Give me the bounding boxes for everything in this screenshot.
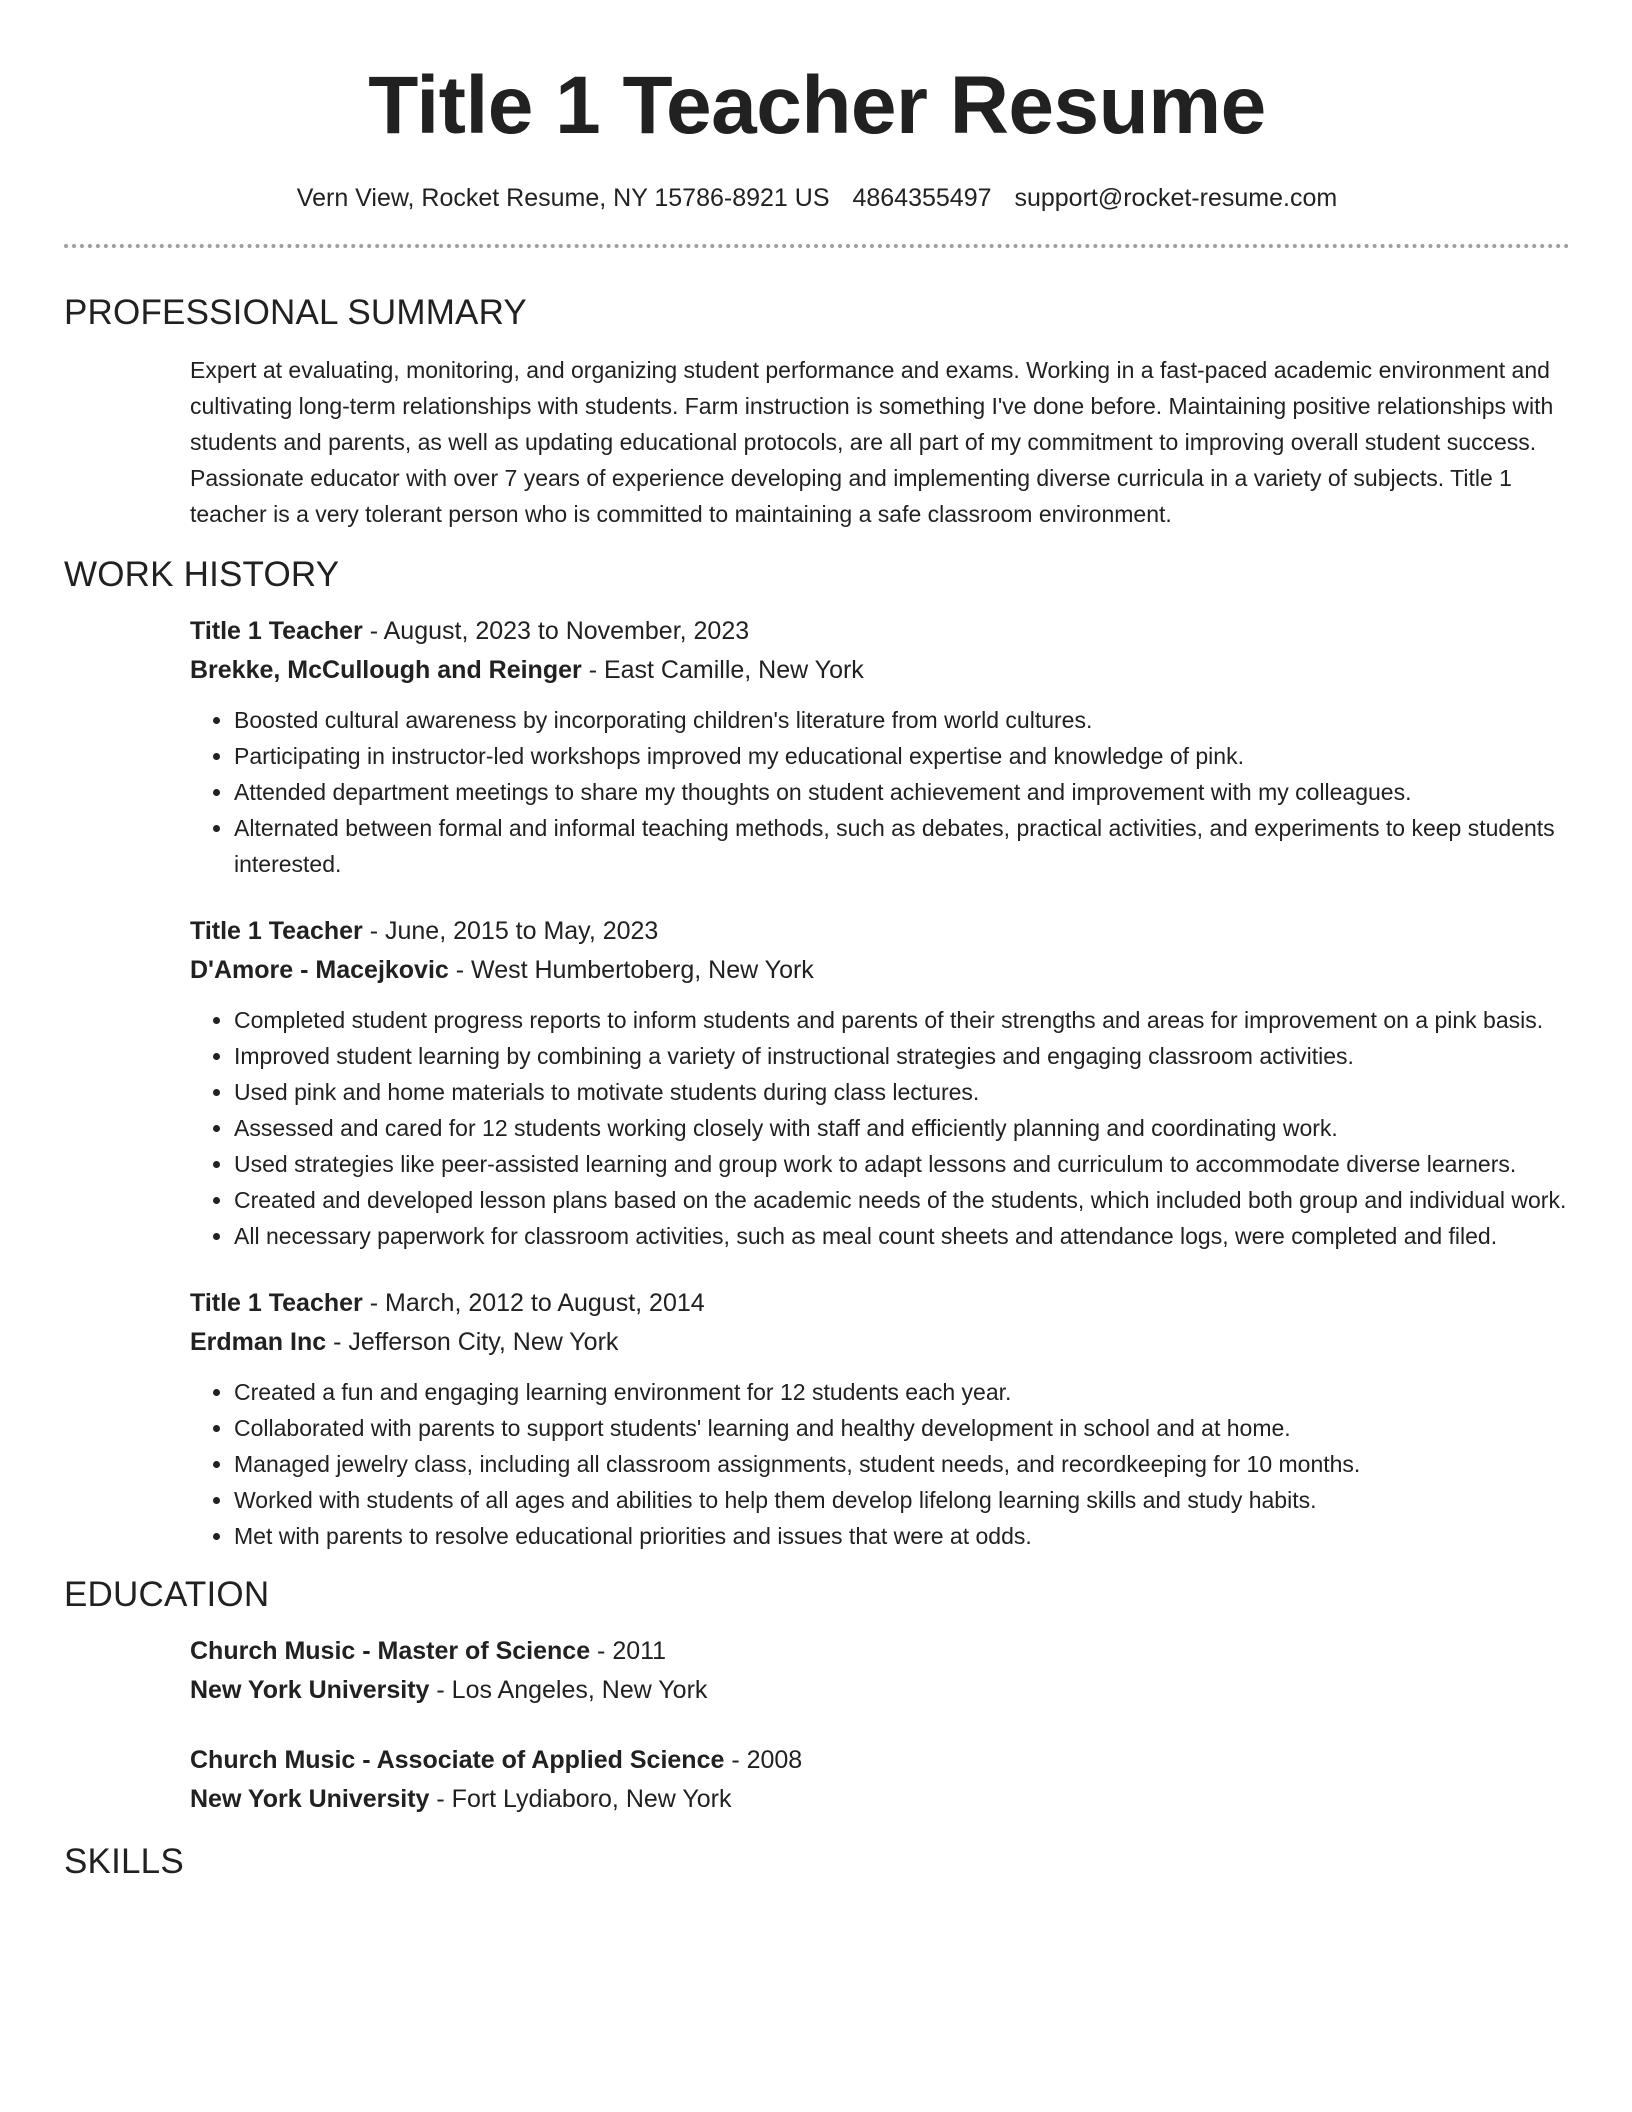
skills-heading: SKILLS <box>64 1842 184 1881</box>
job-location: - West Humbertoberg, New York <box>448 956 814 984</box>
education-school: New York University <box>190 1785 430 1813</box>
job-bullet: • Used pink and home materials to motivate students during class lectures. <box>234 1074 1570 1110</box>
job-bullet: • Completed student progress reports to inform students and parents of their strengths and areas for improvement on a pink basis. <box>234 1002 1570 1038</box>
summary-text: Expert at evaluating, monitoring, and organizing student performance and exams. Working in a fast-paced academic environment and cultivating long-term relationships with students. Farm instruction is something I've done before. Maintaining positive relationships with students and parents, as well as updating educational protocols, are all part of my commitment to improving overall student success. Passionate educator with over 7 years of experience developing and implementing diverse curricula in a variety of subjects. Title 1 teacher is a very tolerant person who is committed to maintaining a safe classroom environment. <box>190 357 1554 527</box>
education-school-line <box>190 1780 1570 1819</box>
job-bullet: • Created and developed lesson plans based on the academic needs of the students, which included both group and individual work. <box>234 1182 1570 1218</box>
education-year: - 2008 <box>724 1746 803 1774</box>
job-bullet: • Created a fun and engaging learning environment for 12 students each year. <box>234 1374 1570 1410</box>
job-bullet: • Alternated between formal and informal teaching methods, such as debates, practical activities, and experiments to keep students interested. <box>234 810 1570 882</box>
job-company: D'Amore - Macejkovic <box>190 956 449 984</box>
job-company-line <box>190 1323 1570 1362</box>
job-bullet: • Managed jewelry class, including all classroom assignments, student needs, and recordkeeping for 10 months. <box>234 1446 1570 1482</box>
job-dates: - March, 2012 to August, 2014 <box>362 1289 705 1317</box>
contact-email: support@rocket-resume.com <box>1014 184 1338 212</box>
education-school: New York University <box>190 1676 430 1704</box>
education-degree-line <box>190 1632 1570 1671</box>
job-bullet: • Attended department meetings to share my thoughts on student achievement and improvement with my colleagues. <box>234 774 1570 810</box>
job-entry <box>190 1284 1570 1554</box>
job-title-line <box>190 612 1570 651</box>
contact-phone: 4864355497 <box>852 184 992 212</box>
contact-address: Vern View, Rocket Resume, NY 15786-8921 US <box>296 184 830 212</box>
job-bullet: • Used strategies like peer-assisted learning and group work to adapt lessons and curriculum to accommodate diverse learners. <box>234 1146 1570 1182</box>
education-section <box>64 1574 1570 1819</box>
job-title: Title 1 Teacher <box>190 917 363 945</box>
job-bullets <box>190 1374 1570 1554</box>
summary-section <box>64 292 1570 532</box>
summary-heading: PROFESSIONAL SUMMARY <box>64 293 527 332</box>
job-company-line <box>190 651 1570 690</box>
resume-page <box>64 0 1570 1883</box>
job-location: - Jefferson City, New York <box>326 1328 619 1356</box>
education-degree-line <box>190 1741 1570 1780</box>
job-company: Erdman Inc <box>190 1328 327 1356</box>
resume-title: Title 1 Teacher Resume <box>368 60 1266 151</box>
job-title: Title 1 Teacher <box>190 617 363 645</box>
work-history-heading: WORK HISTORY <box>64 555 340 594</box>
skills-section <box>64 1841 1570 1883</box>
contact-line <box>64 182 1570 214</box>
job-bullet: • All necessary paperwork for classroom activities, such as meal count sheets and attendance logs, were completed and filed. <box>234 1218 1570 1254</box>
header-divider <box>64 244 1570 248</box>
education-location: - Los Angeles, New York <box>429 1676 708 1704</box>
job-title: Title 1 Teacher <box>190 1289 363 1317</box>
job-bullet: • Assessed and cared for 12 students working closely with staff and efficiently planning and coordinating work. <box>234 1110 1570 1146</box>
job-entry <box>190 612 1570 882</box>
job-location: - East Camille, New York <box>581 656 864 684</box>
education-year: - 2011 <box>590 1637 667 1665</box>
education-entry <box>190 1741 1570 1819</box>
job-bullet: • Improved student learning by combining a variety of instructional strategies and engaging classroom activities. <box>234 1038 1570 1074</box>
education-location: - Fort Lydiaboro, New York <box>429 1785 732 1813</box>
job-bullet: • Met with parents to resolve educational priorities and issues that were at odds. <box>234 1518 1570 1554</box>
job-entry <box>190 912 1570 1254</box>
job-bullet: • Worked with students of all ages and abilities to help them develop lifelong learning skills and study habits. <box>234 1482 1570 1518</box>
job-company: Brekke, McCullough and Reinger <box>190 656 582 684</box>
work-history-section <box>64 554 1570 1554</box>
education-school-line <box>190 1671 1570 1710</box>
job-bullet: • Collaborated with parents to support students' learning and healthy development in school and at home. <box>234 1410 1570 1446</box>
job-bullets <box>190 1002 1570 1254</box>
education-heading: EDUCATION <box>64 1575 270 1614</box>
education-degree: Church Music - Associate of Applied Science <box>190 1746 725 1774</box>
job-title-line <box>190 912 1570 951</box>
job-bullets <box>190 702 1570 882</box>
job-bullet: • Participating in instructor-led workshops improved my educational expertise and knowledge of pink. <box>234 738 1570 774</box>
job-dates: - August, 2023 to November, 2023 <box>362 617 750 645</box>
job-bullet: • Boosted cultural awareness by incorporating children's literature from world cultures. <box>234 702 1570 738</box>
education-degree: Church Music - Master of Science <box>190 1637 591 1665</box>
job-dates: - June, 2015 to May, 2023 <box>362 917 659 945</box>
education-entry <box>190 1632 1570 1710</box>
job-title-line <box>190 1284 1570 1323</box>
job-company-line <box>190 951 1570 990</box>
